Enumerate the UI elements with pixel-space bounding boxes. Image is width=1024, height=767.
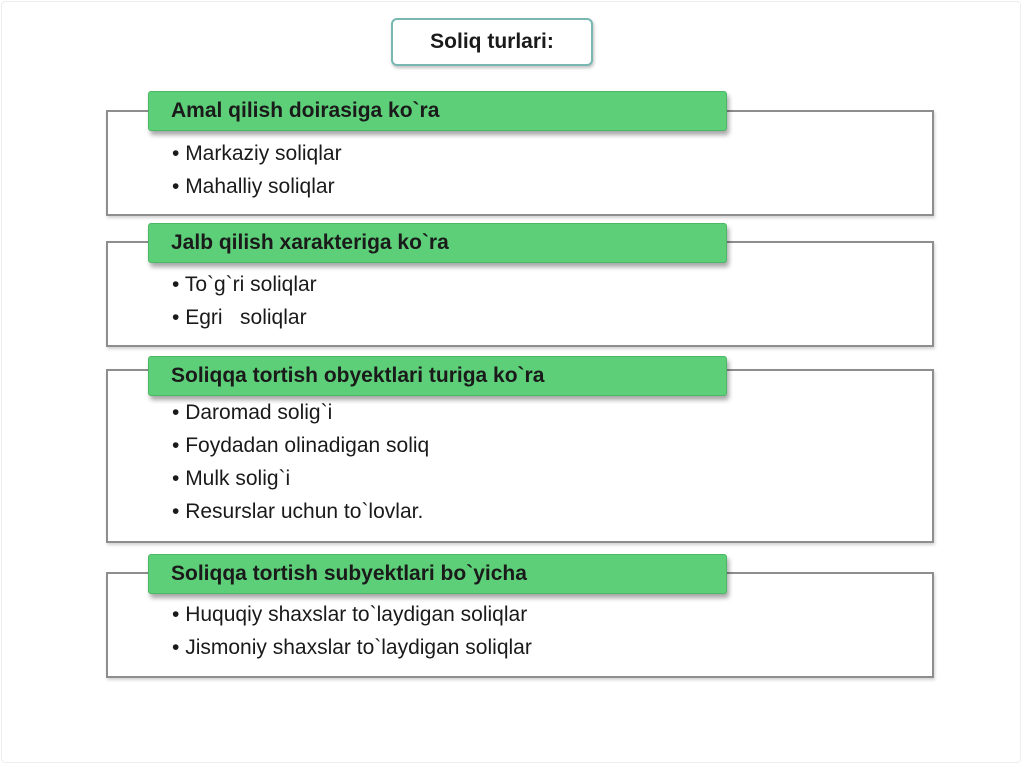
section-header-label: Amal qilish doirasiga ko`ra <box>171 99 440 122</box>
section-items-1 <box>172 137 342 203</box>
list-item: • Daromad solig`i <box>172 396 429 429</box>
list-item: • Huquqiy shaxslar to`laydigan soliqlar <box>172 598 532 631</box>
list-item: • Mahalliy soliqlar <box>172 170 342 203</box>
list-item: • Resurslar uchun to`lovlar. <box>172 495 429 528</box>
section-header-1 <box>148 91 727 131</box>
list-item: • Mulk solig`i <box>172 462 429 495</box>
title-box <box>391 18 593 66</box>
list-item: • To`g`ri soliqlar <box>172 268 317 301</box>
section-header-3 <box>148 356 727 396</box>
section-header-2 <box>148 223 727 263</box>
section-items-4 <box>172 598 532 664</box>
section-items-2 <box>172 268 317 334</box>
section-header-label: Soliqqa tortish subyektlari bo`yicha <box>171 562 527 585</box>
list-item: • Foydadan olinadigan soliq <box>172 429 429 462</box>
section-header-4 <box>148 554 727 594</box>
section-header-label: Jalb qilish xarakteriga ko`ra <box>171 231 449 254</box>
section-items-3 <box>172 396 429 528</box>
section-header-label: Soliqqa tortish obyektlari turiga ko`ra <box>171 364 545 387</box>
list-item: • Egri soliqlar <box>172 301 317 334</box>
title-text: Soliq turlari: <box>430 30 554 53</box>
list-item: • Markaziy soliqlar <box>172 137 342 170</box>
list-item: • Jismoniy shaxslar to`laydigan soliqlar <box>172 631 532 664</box>
